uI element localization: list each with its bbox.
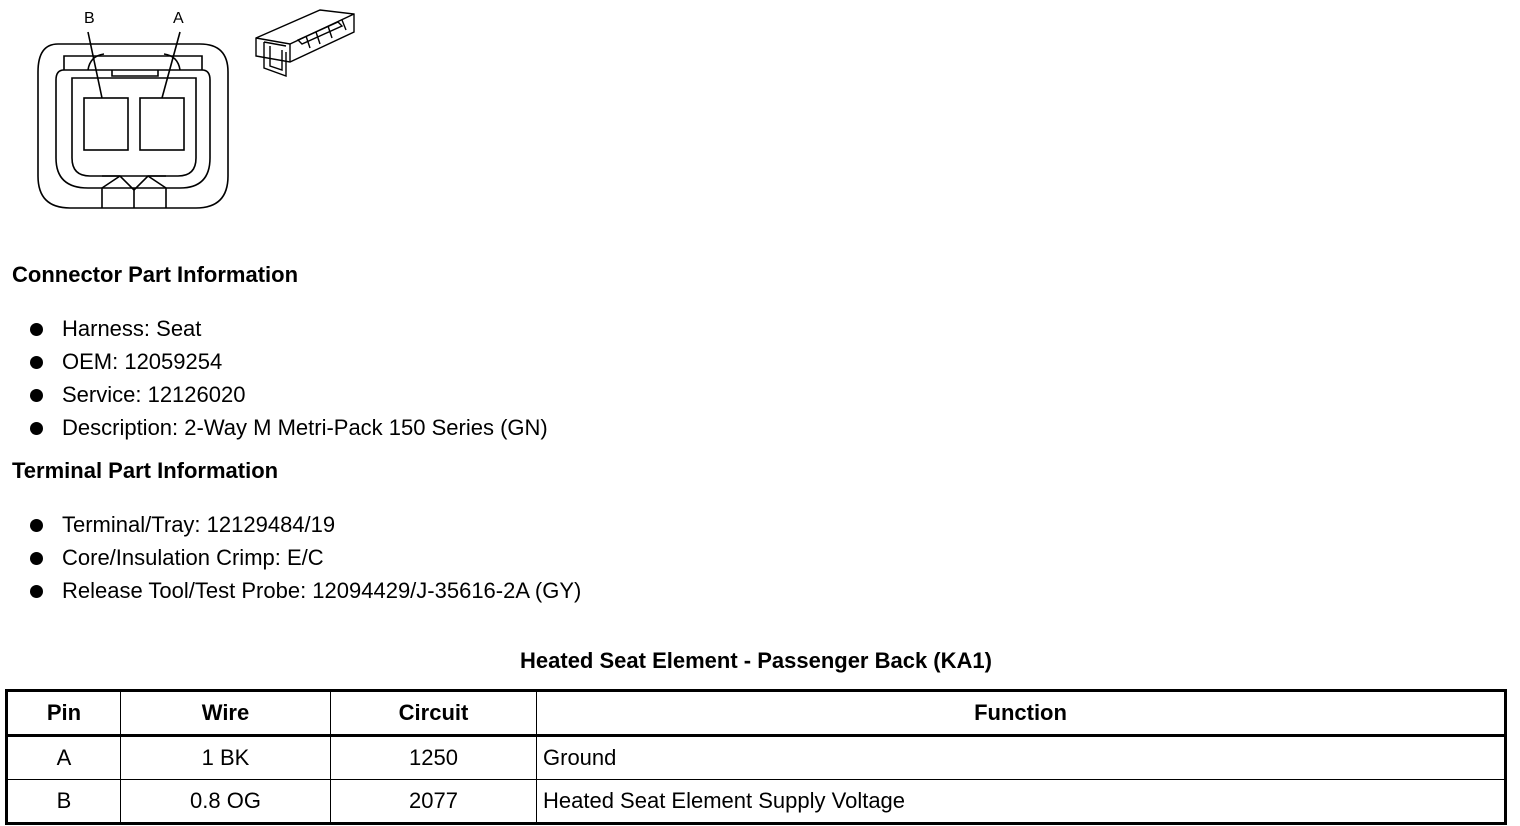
cell-pin: B: [7, 780, 121, 824]
connector-part-info-list: [28, 316, 548, 448]
list-item: Harness: Seat: [28, 316, 548, 349]
cell-pin: A: [7, 736, 121, 780]
list-item: OEM: 12059254: [28, 349, 548, 382]
bullet-icon: [30, 552, 43, 565]
table-row: [7, 736, 1506, 780]
pin-table-title: Heated Seat Element - Passenger Back (KA1): [520, 648, 992, 673]
connector-isometric-diagram: [250, 6, 362, 86]
pin-label-b: B: [84, 10, 95, 27]
bullet-icon: [30, 422, 43, 435]
bullet-icon: [30, 519, 43, 532]
header-wire: Wire: [121, 691, 331, 736]
connector-part-info-heading: Connector Part Information: [12, 262, 299, 287]
header-function: Function: [537, 691, 1506, 736]
bullet-icon: [30, 389, 43, 402]
header-circuit: Circuit: [331, 691, 537, 736]
cell-wire: 0.8 OG: [121, 780, 331, 824]
bullet-icon: [30, 323, 43, 336]
table-row: [7, 780, 1506, 824]
list-item: Terminal/Tray: 12129484/19: [28, 512, 581, 545]
table-header-row: [7, 691, 1506, 736]
bullet-icon: [30, 585, 43, 598]
header-pin: Pin: [7, 691, 121, 736]
cell-function: Ground: [537, 736, 1506, 780]
bullet-icon: [30, 356, 43, 369]
list-item: Release Tool/Test Probe: 12094429/J-35616-2A (GY): [28, 578, 581, 611]
pin-table: [5, 689, 1507, 825]
list-item: Core/Insulation Crimp: E/C: [28, 545, 581, 578]
cell-function: Heated Seat Element Supply Voltage: [537, 780, 1506, 824]
cell-circuit: 2077: [331, 780, 537, 824]
cell-circuit: 1250: [331, 736, 537, 780]
terminal-part-info-list: [28, 512, 581, 611]
connector-face-diagram: [30, 8, 240, 216]
terminal-part-info-heading: Terminal Part Information: [12, 458, 279, 483]
cell-wire: 1 BK: [121, 736, 331, 780]
pin-label-a: A: [173, 10, 184, 27]
list-item: Service: 12126020: [28, 382, 548, 415]
list-item: Description: 2-Way M Metri-Pack 150 Series (GN): [28, 415, 548, 448]
